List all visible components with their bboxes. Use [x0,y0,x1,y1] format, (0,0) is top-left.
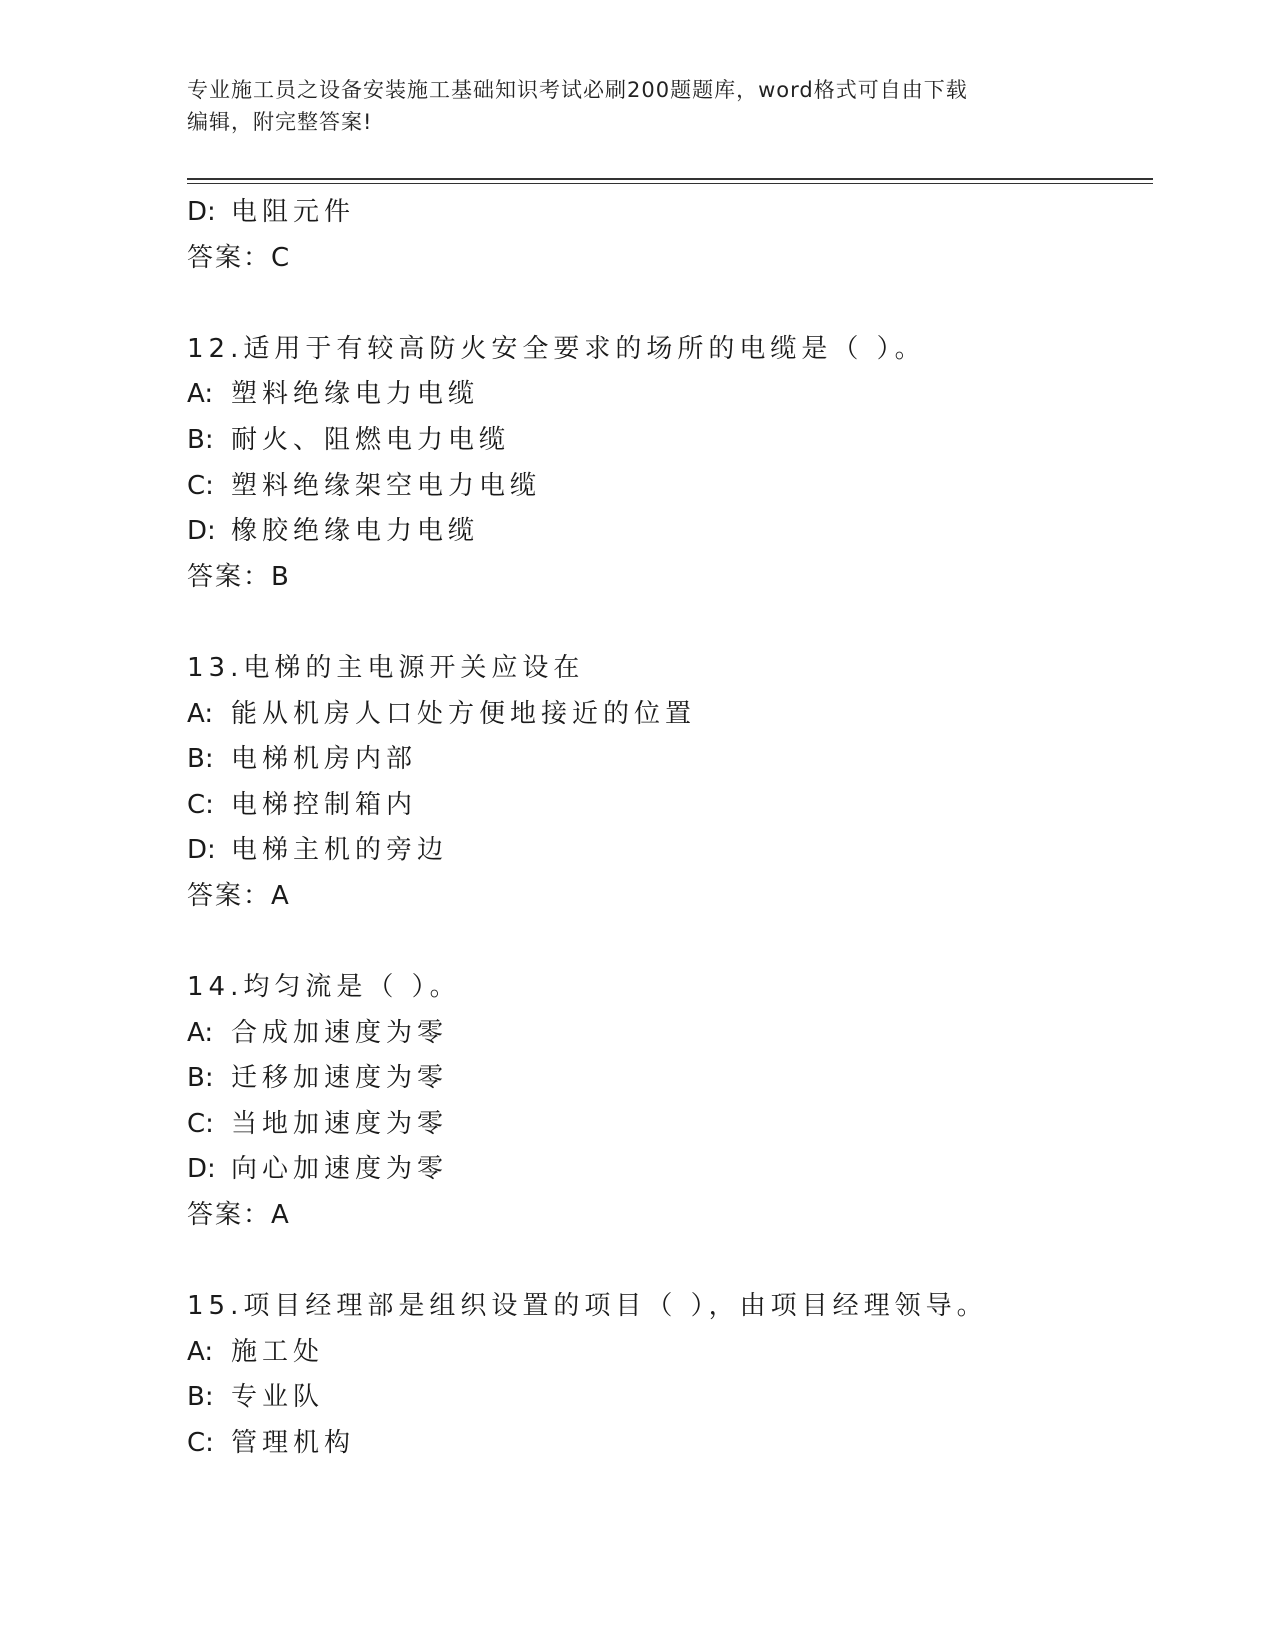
q15-option-b [187,1375,1153,1421]
option-label: B: [187,1382,214,1413]
header-title-line-2: 编辑，附完整答案! [187,110,373,134]
header-divider [187,178,1153,184]
q14-option-b [187,1056,1153,1102]
option-label: D: [187,1154,216,1185]
option-label: A: [187,379,214,410]
option-text: 能从机房人口处方便地接近的位置 [231,698,697,729]
q13-option-d [187,828,1153,874]
option-text: 耐火、阻燃电力电缆 [231,424,511,455]
option-label: B: [187,744,214,775]
option-label: A: [187,1017,214,1048]
q12-stem: 12.适用于有较高防火安全要求的场所的电缆是（ ）。 [187,333,926,364]
option-text: 电梯主机的旁边 [231,835,449,866]
q13-option-c [187,783,1153,829]
option-label: C: [187,470,214,501]
spacer [187,600,1153,646]
q14-stem: 14.均匀流是（ ）。 [187,972,461,1003]
q12-option-a [187,372,1153,418]
option-label: C: [187,1428,214,1459]
question-list [187,190,1153,1467]
option-label: D: [187,835,216,866]
q11-answer: 答案：C [187,242,292,273]
option-text: 向心加速度为零 [231,1154,449,1185]
option-text: 施工处 [231,1336,325,1367]
option-label: B: [187,1063,214,1094]
option-text: 当地加速度为零 [231,1108,449,1139]
option-text: 塑料绝缘电力电缆 [231,379,480,410]
q13-stem: 13.电梯的主电源开关应设在 [187,652,585,683]
option-label: D: [187,197,216,227]
option-label: C: [187,789,214,820]
option-label: C: [187,1108,214,1139]
q12-option-d [187,509,1153,555]
option-text: 专业队 [231,1382,325,1413]
option-text: 迁移加速度为零 [231,1063,449,1094]
option-text: 电梯机房内部 [231,744,418,775]
q13-option-b [187,737,1153,783]
option-label: A: [187,1336,214,1367]
spacer [187,1239,1153,1285]
q14-option-c [187,1102,1153,1148]
header-title-line-1: 专业施工员之设备安装施工基础知识考试必刷200题题库，word格式可自由下载 [187,78,968,102]
q15-option-c [187,1421,1153,1467]
option-text: 合成加速度为零 [231,1017,449,1048]
q12-option-c [187,464,1153,510]
q14-answer: 答案：A [187,1200,291,1231]
q14-option-d [187,1147,1153,1193]
option-text: 橡胶绝缘电力电缆 [231,516,480,547]
option-label: B: [187,424,214,455]
q13-answer: 答案：A [187,880,291,911]
q13-option-a [187,692,1153,738]
q11-option-d [187,190,1153,236]
option-text: 电梯控制箱内 [231,789,418,820]
option-text: 管理机构 [231,1428,356,1459]
page-header [187,74,1087,138]
option-label: A: [187,698,214,729]
spacer [187,920,1153,966]
option-text: 电阻元件 [231,197,356,227]
option-label: D: [187,516,216,547]
spacer [187,281,1153,327]
q12-option-b [187,418,1153,464]
q15-stem: 15.项目经理部是组织设置的项目（ ），由项目经理领导。 [187,1291,988,1322]
q12-answer: 答案：B [187,561,291,592]
q15-option-a [187,1330,1153,1376]
q14-option-a [187,1011,1153,1057]
option-text: 塑料绝缘架空电力电缆 [231,470,542,501]
